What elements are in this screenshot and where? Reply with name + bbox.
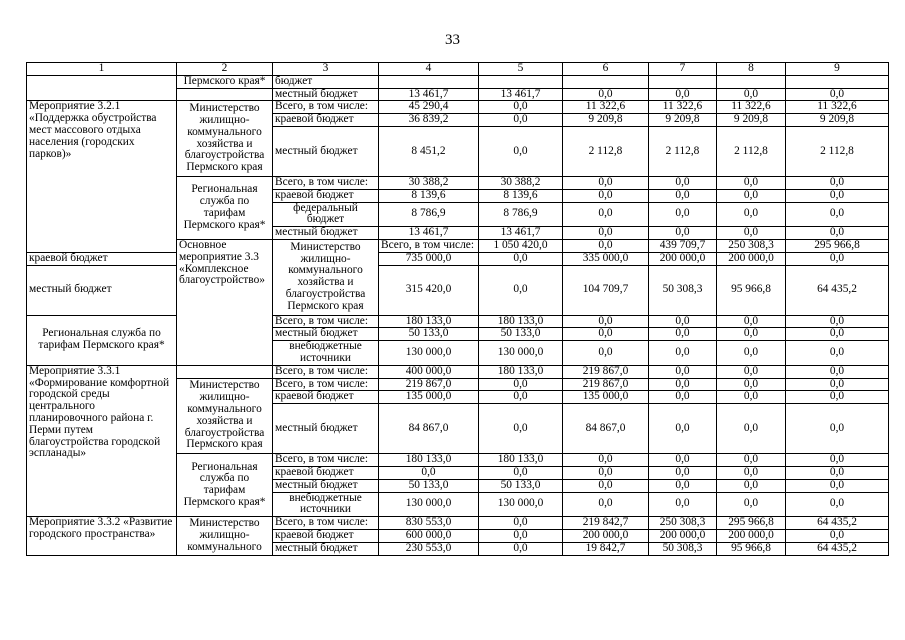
value-cell: 50 308,3 (649, 265, 717, 315)
value-cell: 200 000,0 (717, 529, 786, 542)
table-row (27, 517, 889, 530)
source-cell: краевой бюджет (27, 252, 177, 265)
value-cell: 64 435,2 (786, 542, 889, 555)
value-cell: 0,0 (786, 202, 889, 227)
value-cell: 0,0 (649, 492, 717, 517)
value-cell: 230 553,0 (379, 542, 479, 555)
activity-name: Мероприятие 3.2.1 «Поддержка обустройства мест массового отдыха населения (городских парков)» (27, 101, 177, 252)
value-cell: 335 000,0 (563, 252, 649, 265)
value-cell: 0,0 (563, 328, 649, 341)
source-cell: Всего, в том числе: (273, 517, 379, 530)
value-cell: 0,0 (479, 265, 563, 315)
executor-cell (177, 88, 273, 101)
column-number: 3 (273, 63, 379, 76)
value-cell: 0,0 (649, 479, 717, 492)
value-cell: 0,0 (717, 328, 786, 341)
value-cell: 45 290,4 (379, 101, 479, 114)
source-cell: местный бюджет (273, 88, 379, 101)
column-number: 8 (717, 63, 786, 76)
value-cell: 315 420,0 (379, 265, 479, 315)
value-cell: 0,0 (649, 328, 717, 341)
value-cell: 0,0 (563, 315, 649, 328)
value-cell: 0,0 (786, 391, 889, 404)
executor-cell: Региональная служба по тарифам Пермского края* (27, 315, 177, 365)
source-cell: федеральный бюджет (273, 202, 379, 227)
source-cell: бюджет (273, 75, 379, 88)
value-cell: 8 139,6 (479, 189, 563, 202)
value-cell: 50 133,0 (379, 479, 479, 492)
value-cell: 0,0 (786, 378, 889, 391)
table-row (27, 252, 889, 265)
value-cell: 130 000,0 (479, 341, 563, 366)
source-cell: краевой бюджет (273, 391, 379, 404)
value-cell: 0,0 (649, 202, 717, 227)
value-cell: 0,0 (786, 341, 889, 366)
value-cell: 439 709,7 (649, 239, 717, 252)
value-cell: 50 133,0 (479, 328, 563, 341)
value-cell: 0,0 (717, 454, 786, 467)
value-cell: 13 461,7 (479, 227, 563, 240)
value-cell: 0,0 (717, 227, 786, 240)
source-cell: внебюджетные источники (273, 341, 379, 366)
value-cell: 0,0 (717, 466, 786, 479)
value-cell: 0,0 (717, 189, 786, 202)
value-cell: 0,0 (563, 176, 649, 189)
value-cell: 0,0 (786, 315, 889, 328)
source-cell: местный бюджет (27, 265, 177, 315)
value-cell: 0,0 (717, 341, 786, 366)
executor-cell (177, 365, 273, 378)
activity-name: Основное мероприятие 3.3 «Комплексное благоустройство» (177, 239, 273, 365)
value-cell: 8 451,2 (379, 126, 479, 176)
value-cell: 0,0 (717, 391, 786, 404)
value-cell: 0,0 (649, 378, 717, 391)
value-cell (479, 75, 563, 88)
value-cell: 30 388,2 (479, 176, 563, 189)
value-cell: 11 322,6 (563, 101, 649, 114)
value-cell: 250 308,3 (717, 239, 786, 252)
value-cell: 0,0 (563, 202, 649, 227)
value-cell: 19 842,7 (563, 542, 649, 555)
value-cell: 0,0 (479, 391, 563, 404)
column-number: 2 (177, 63, 273, 76)
executor-cell: Региональная служба по тарифам Пермского края* (177, 454, 273, 517)
value-cell: 11 322,6 (786, 101, 889, 114)
source-cell: местный бюджет (273, 404, 379, 454)
column-number: 5 (479, 63, 563, 76)
value-cell: 200 000,0 (649, 252, 717, 265)
value-cell: 11 322,6 (649, 101, 717, 114)
value-cell: 0,0 (786, 479, 889, 492)
value-cell: 0,0 (786, 529, 889, 542)
value-cell (563, 75, 649, 88)
value-cell: 0,0 (717, 365, 786, 378)
source-cell: краевой бюджет (273, 114, 379, 127)
value-cell: 9 209,8 (649, 114, 717, 127)
value-cell (649, 75, 717, 88)
value-cell: 0,0 (717, 88, 786, 101)
value-cell: 0,0 (563, 341, 649, 366)
value-cell: 0,0 (379, 466, 479, 479)
value-cell: 2 112,8 (563, 126, 649, 176)
value-cell: 200 000,0 (649, 529, 717, 542)
value-cell: 0,0 (717, 378, 786, 391)
value-cell: 0,0 (649, 176, 717, 189)
activity-cell (27, 75, 177, 101)
value-cell: 0,0 (563, 189, 649, 202)
value-cell: 130 000,0 (379, 341, 479, 366)
value-cell: 0,0 (563, 492, 649, 517)
value-cell: 180 133,0 (479, 365, 563, 378)
value-cell: 13 461,7 (379, 227, 479, 240)
executor-cell: Пермского края* (177, 75, 273, 88)
value-cell: 0,0 (479, 466, 563, 479)
source-cell: краевой бюджет (273, 189, 379, 202)
value-cell (786, 75, 889, 88)
value-cell: 0,0 (479, 101, 563, 114)
budget-table (26, 62, 889, 556)
value-cell: 0,0 (649, 88, 717, 101)
header-row (27, 63, 889, 76)
value-cell: 250 308,3 (649, 517, 717, 530)
source-cell: внебюджетные источники (273, 492, 379, 517)
value-cell: 0,0 (786, 227, 889, 240)
value-cell: 84 867,0 (379, 404, 479, 454)
table-row (27, 101, 889, 114)
value-cell: 0,0 (786, 176, 889, 189)
value-cell: 0,0 (786, 492, 889, 517)
table-row (27, 315, 889, 328)
value-cell: 0,0 (479, 114, 563, 127)
value-cell: 0,0 (479, 404, 563, 454)
executor-cell: Министерство жилищно-коммунального (177, 517, 273, 555)
value-cell: 0,0 (563, 88, 649, 101)
value-cell: 830 553,0 (379, 517, 479, 530)
table-row (27, 365, 889, 378)
value-cell: 219 842,7 (563, 517, 649, 530)
column-number: 7 (649, 63, 717, 76)
value-cell: 135 000,0 (379, 391, 479, 404)
source-cell: местный бюджет (273, 328, 379, 341)
executor-cell: Министерство жилищно-коммунального хозяйства и благоустройства Пермского края (177, 101, 273, 177)
value-cell: 130 000,0 (379, 492, 479, 517)
source-cell: местный бюджет (273, 542, 379, 555)
value-cell: 0,0 (717, 202, 786, 227)
value-cell: 735 000,0 (379, 252, 479, 265)
value-cell: 11 322,6 (717, 101, 786, 114)
value-cell: 2 112,8 (649, 126, 717, 176)
source-cell: Всего, в том числе: (379, 239, 479, 252)
value-cell: 9 209,8 (717, 114, 786, 127)
value-cell: 600 000,0 (379, 529, 479, 542)
value-cell: 50 308,3 (649, 542, 717, 555)
value-cell: 0,0 (563, 239, 649, 252)
value-cell: 180 133,0 (479, 315, 563, 328)
value-cell: 95 966,8 (717, 542, 786, 555)
source-cell: Всего, в том числе: (273, 365, 379, 378)
value-cell: 50 133,0 (379, 328, 479, 341)
value-cell: 2 112,8 (717, 126, 786, 176)
value-cell: 0,0 (786, 454, 889, 467)
value-cell: 9 209,8 (563, 114, 649, 127)
value-cell: 295 966,8 (786, 239, 889, 252)
value-cell: 0,0 (563, 454, 649, 467)
table-row (27, 75, 889, 88)
activity-name: Мероприятие 3.3.2 «Развитие городского пространства» (27, 517, 177, 555)
value-cell: 64 435,2 (786, 265, 889, 315)
value-cell: 0,0 (786, 328, 889, 341)
value-cell: 0,0 (563, 466, 649, 479)
value-cell: 0,0 (563, 227, 649, 240)
value-cell: 36 839,2 (379, 114, 479, 127)
value-cell: 95 966,8 (717, 265, 786, 315)
value-cell: 0,0 (786, 365, 889, 378)
value-cell: 50 133,0 (479, 479, 563, 492)
source-cell: местный бюджет (273, 227, 379, 240)
source-cell: Всего, в том числе: (273, 101, 379, 114)
executor-cell: Региональная служба по тарифам Пермского края* (177, 176, 273, 239)
value-cell: 200 000,0 (717, 252, 786, 265)
value-cell: 104 709,7 (563, 265, 649, 315)
value-cell: 13 461,7 (379, 88, 479, 101)
value-cell: 295 966,8 (717, 517, 786, 530)
value-cell: 0,0 (649, 315, 717, 328)
value-cell: 0,0 (479, 542, 563, 555)
value-cell: 0,0 (717, 479, 786, 492)
value-cell: 8 139,6 (379, 189, 479, 202)
source-cell: Всего, в том числе: (273, 454, 379, 467)
value-cell (717, 75, 786, 88)
column-number: 1 (27, 63, 177, 76)
value-cell (379, 75, 479, 88)
value-cell: 180 133,0 (379, 454, 479, 467)
value-cell: 219 867,0 (563, 365, 649, 378)
value-cell: 0,0 (649, 227, 717, 240)
value-cell: 0,0 (479, 126, 563, 176)
executor-cell: Министерство жилищно-коммунального хозяйства и благоустройства Пермского края (177, 378, 273, 454)
source-cell: Всего, в том числе: (273, 315, 379, 328)
value-cell: 0,0 (479, 529, 563, 542)
value-cell: 64 435,2 (786, 517, 889, 530)
value-cell: 0,0 (479, 517, 563, 530)
source-cell: Всего, в том числе: (273, 378, 379, 391)
source-cell: краевой бюджет (273, 529, 379, 542)
table-row (27, 265, 889, 315)
value-cell: 30 388,2 (379, 176, 479, 189)
source-cell: местный бюджет (273, 479, 379, 492)
value-cell: 130 000,0 (479, 492, 563, 517)
value-cell: 0,0 (786, 252, 889, 265)
page-number: 33 (445, 32, 460, 48)
value-cell: 0,0 (717, 315, 786, 328)
source-cell: Всего, в том числе: (273, 176, 379, 189)
column-number: 6 (563, 63, 649, 76)
value-cell: 0,0 (717, 404, 786, 454)
value-cell: 9 209,8 (786, 114, 889, 127)
value-cell: 0,0 (717, 176, 786, 189)
value-cell: 0,0 (649, 341, 717, 366)
value-cell: 0,0 (479, 252, 563, 265)
value-cell: 84 867,0 (563, 404, 649, 454)
value-cell: 0,0 (649, 454, 717, 467)
value-cell: 8 786,9 (379, 202, 479, 227)
value-cell: 0,0 (649, 365, 717, 378)
value-cell: 0,0 (649, 391, 717, 404)
value-cell: 0,0 (786, 404, 889, 454)
value-cell: 0,0 (786, 189, 889, 202)
value-cell: 13 461,7 (479, 88, 563, 101)
value-cell: 0,0 (649, 466, 717, 479)
source-cell: местный бюджет (273, 126, 379, 176)
activity-name: Мероприятие 3.3.1 «Формирование комфортной городской среды центрального планировочного района г. Перми путем благоустройства городской эспланады» (27, 365, 177, 516)
value-cell: 135 000,0 (563, 391, 649, 404)
value-cell: 219 867,0 (563, 378, 649, 391)
value-cell: 0,0 (649, 189, 717, 202)
value-cell: 0,0 (563, 479, 649, 492)
value-cell: 0,0 (717, 492, 786, 517)
source-cell: краевой бюджет (273, 466, 379, 479)
value-cell: 200 000,0 (563, 529, 649, 542)
executor-cell: Министерство жилищно-коммунального хозяйства и благоустройства Пермского края (273, 239, 379, 315)
value-cell: 180 133,0 (379, 315, 479, 328)
value-cell: 180 133,0 (479, 454, 563, 467)
value-cell: 400 000,0 (379, 365, 479, 378)
value-cell: 0,0 (649, 404, 717, 454)
value-cell: 219 867,0 (379, 378, 479, 391)
value-cell: 1 050 420,0 (479, 239, 563, 252)
value-cell: 0,0 (786, 88, 889, 101)
value-cell: 0,0 (786, 466, 889, 479)
value-cell: 8 786,9 (479, 202, 563, 227)
value-cell: 0,0 (479, 378, 563, 391)
value-cell: 2 112,8 (786, 126, 889, 176)
column-number: 9 (786, 63, 889, 76)
column-number: 4 (379, 63, 479, 76)
